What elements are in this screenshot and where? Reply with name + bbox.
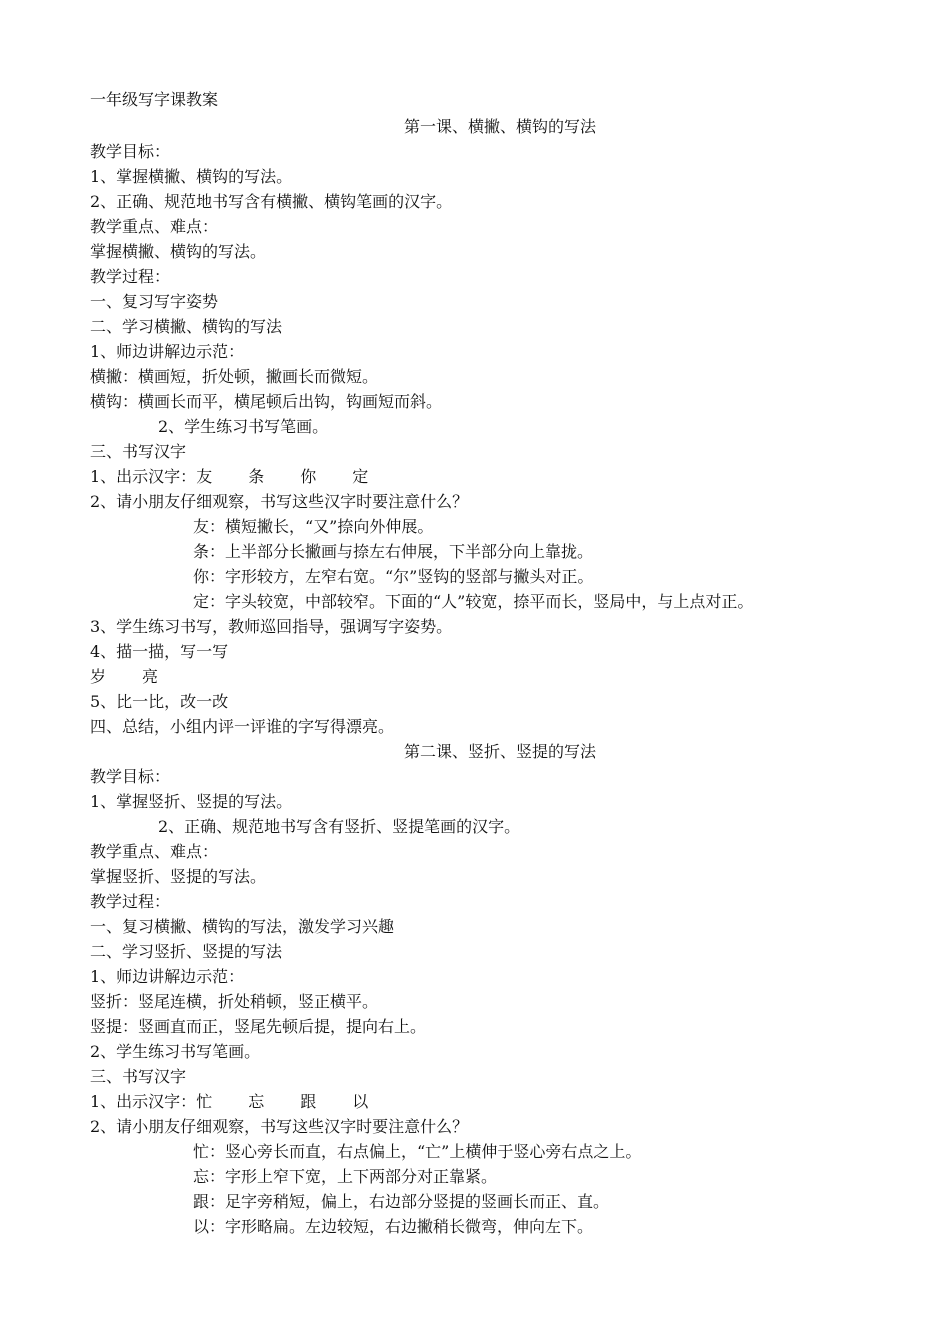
- lesson2-observe: 2、请小朋友仔细观察，书写这些汉字时要注意什么？: [90, 1117, 469, 1136]
- lesson2-note-1: 忙：竖心旁长而直，右点偏上，“亡”上横伸于竖心旁右点之上。: [193, 1142, 642, 1161]
- lesson2-goal-2: 2、正确、规范地书写含有竖折、竖提笔画的汉字。: [158, 817, 521, 836]
- document-title: 一年级写字课教案: [90, 90, 219, 109]
- lesson1-compare: 5、比一比，改一改: [90, 692, 229, 711]
- lesson2-process-heading: 教学过程：: [90, 892, 171, 911]
- lesson1-goals-heading: 教学目标：: [90, 142, 171, 161]
- lesson2-note-2: 忘：字形上窄下宽，上下两部分对正靠紧。: [193, 1167, 498, 1186]
- trace-char-1: 亮: [142, 667, 159, 686]
- char-3: 定: [352, 467, 369, 486]
- lesson2-title: 第二课、竖折、竖提的写法: [403, 742, 596, 761]
- lesson1-practice: 3、学生练习书写，教师巡回指导，强调写字姿势。: [90, 617, 453, 636]
- lesson1-process-heading: 教学过程：: [90, 267, 171, 286]
- show-label: 1、出示汉字：: [90, 1092, 197, 1111]
- lesson1-note-4: 定：字头较宽，中部较窄。下面的“人”较宽，捺平而长，竖局中，与上点对正。: [193, 592, 754, 611]
- lesson1-stroke-b: 横钩：横画长而平，横尾顿后出钩，钩画短而斜。: [90, 392, 443, 411]
- lesson2-goal-1: 1、掌握竖折、竖提的写法。: [90, 792, 293, 811]
- lesson2-keypoints: 掌握竖折、竖提的写法。: [90, 867, 267, 886]
- lesson2-note-4: 以：字形略扁。左边较短，右边撇稍长微弯，伸向左下。: [193, 1217, 594, 1236]
- lesson1-title: 第一课、横撇、横钩的写法: [403, 117, 596, 136]
- lesson1-trace: 4、描一描，写一写: [90, 642, 229, 661]
- lesson1-note-1: 友：横短撇长，“又”捺向外伸展。: [193, 517, 434, 536]
- trace-char-0: 岁: [90, 667, 107, 686]
- char-0: 友: [196, 467, 213, 486]
- lesson1-summary: 四、总结，小组内评一评谁的字写得漂亮。: [90, 717, 395, 736]
- lesson1-keypoints-heading: 教学重点、难点：: [90, 217, 219, 236]
- char-0: 忙: [196, 1092, 213, 1111]
- lesson2-stroke-b: 竖提：竖画直而正，竖尾先顿后提，提向右上。: [90, 1017, 427, 1036]
- lesson2-note-3: 跟：足字旁稍短，偏上，右边部分竖提的竖画长而正、直。: [193, 1192, 610, 1211]
- lesson1-observe: 2、请小朋友仔细观察，书写这些汉字时要注意什么？: [90, 492, 469, 511]
- lesson1-show-chars: [90, 466, 368, 488]
- lesson1-step-2-1: 1、师边讲解边示范：: [90, 342, 245, 361]
- lesson2-step-1: 一、复习横撇、横钩的写法，激发学习兴趣: [90, 917, 395, 936]
- lesson1-goal-1: 1、掌握横撇、横钩的写法。: [90, 167, 293, 186]
- lesson1-step-1: 一、复习写字姿势: [90, 292, 219, 311]
- lesson2-step-2-2: 2、学生练习书写笔画。: [90, 1042, 261, 1061]
- lesson1-step-2: 二、学习横撇、横钩的写法: [90, 317, 283, 336]
- lesson2-keypoints-heading: 教学重点、难点：: [90, 842, 219, 861]
- lesson2-stroke-a: 竖折：竖尾连横，折处稍顿，竖正横平。: [90, 992, 379, 1011]
- lesson1-keypoints: 掌握横撇、横钩的写法。: [90, 242, 267, 261]
- lesson2-show-chars: [90, 1091, 368, 1113]
- char-1: 条: [248, 467, 265, 486]
- lesson2-step-2: 二、学习竖折、竖提的写法: [90, 942, 283, 961]
- lesson1-step-3: 三、书写汉字: [90, 442, 187, 461]
- lesson2-step-2-1: 1、师边讲解边示范：: [90, 967, 245, 986]
- char-3: 以: [352, 1092, 369, 1111]
- lesson2-goals-heading: 教学目标：: [90, 767, 171, 786]
- char-1: 忘: [248, 1092, 265, 1111]
- lesson1-note-3: 你：字形较方，左窄右宽。“尔”竖钩的竖部与撇头对正。: [193, 567, 594, 586]
- lesson2-step-3: 三、书写汉字: [90, 1067, 187, 1086]
- show-label: 1、出示汉字：: [90, 467, 197, 486]
- lesson1-goal-2: 2、正确、规范地书写含有横撇、横钩笔画的汉字。: [90, 192, 453, 211]
- char-2: 跟: [300, 1092, 317, 1111]
- lesson1-step-2-2: 2、学生练习书写笔画。: [158, 417, 329, 436]
- lesson1-trace-chars: [90, 666, 158, 688]
- lesson1-note-2: 条：上半部分长撇画与捺左右伸展，下半部分向上靠拢。: [193, 542, 594, 561]
- char-2: 你: [300, 467, 317, 486]
- lesson1-stroke-a: 横撇：横画短，折处顿，撇画长而微短。: [90, 367, 379, 386]
